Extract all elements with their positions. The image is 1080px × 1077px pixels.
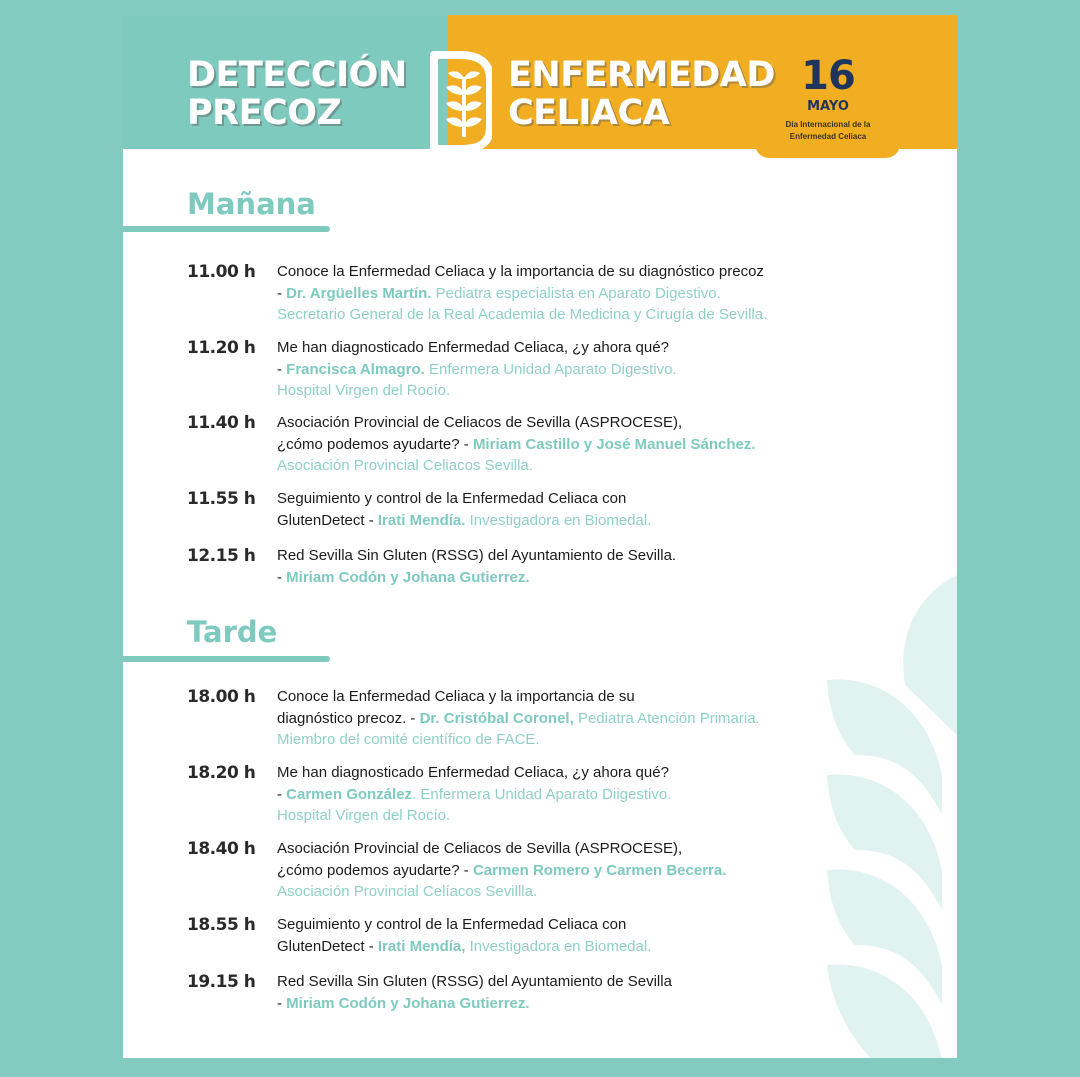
entry-prefix: ¿cómo podemos ayudarte? - xyxy=(277,435,473,453)
entry-affiliation: Miembro del comité científico de FACE. xyxy=(277,731,540,748)
entry-speaker: Carmen González xyxy=(286,785,413,803)
entry-description xyxy=(277,412,756,477)
schedule-entry xyxy=(187,337,887,402)
entry-role: Enfermera Unidad Aparato Digestivo. xyxy=(424,360,677,378)
entry-description xyxy=(277,545,676,588)
entry-speaker: Dr. Argüelles Martín. xyxy=(286,284,432,302)
entry-speaker: Miriam Codón y Johana Gutierrez. xyxy=(286,568,530,586)
entry-affiliation: Asociación Provincial Celiacos Sevilla. xyxy=(277,457,533,474)
schedule-entry xyxy=(187,545,887,588)
entry-description xyxy=(277,838,726,903)
schedule-entry xyxy=(187,914,887,957)
entry-role: Pediatra especialista en Aparato Digestivo. xyxy=(431,284,721,302)
entry-description xyxy=(277,914,651,957)
entry-speaker-line xyxy=(277,359,677,381)
date-desc-line1: Día Internacional de la xyxy=(785,120,871,129)
entry-topic: Conoce la Enfermedad Celiaca y la importancia de su diagnóstico precoz xyxy=(277,263,764,280)
entry-time: 19.15 h xyxy=(187,972,256,992)
section-title-tarde: Tarde xyxy=(187,615,278,649)
entry-prefix: - xyxy=(277,284,287,302)
entry-time: 11.55 h xyxy=(187,489,256,509)
date-description xyxy=(763,119,893,143)
entry-prefix: - xyxy=(277,994,287,1012)
entry-prefix: diagnóstico precoz. - xyxy=(277,709,420,727)
title-deteccion-precoz xyxy=(187,56,407,132)
entry-time: 18.00 h xyxy=(187,687,256,707)
entry-description xyxy=(277,261,767,326)
entry-affiliation: Secretario General de la Real Academia de Medicina y Cirugía de Sevilla. xyxy=(277,306,768,323)
entry-prefix: - xyxy=(277,568,287,586)
entry-speaker-line xyxy=(277,567,676,589)
entry-topic: Me han diagnosticado Enfermedad Celiaca, ¿y ahora qué? xyxy=(277,339,669,356)
entry-speaker: Irati Mendía, xyxy=(377,937,466,955)
entry-speaker-line xyxy=(277,708,760,730)
entry-topic: Asociación Provincial de Celiacos de Sevilla (ASPROCESE), xyxy=(277,840,683,857)
entry-prefix: ¿cómo podemos ayudarte? - xyxy=(277,861,473,879)
entry-time: 18.20 h xyxy=(187,763,256,783)
entry-affiliation: Hospital Virgen del Rocío. xyxy=(277,382,451,399)
entry-speaker: Dr. Cristóbal Coronel, xyxy=(419,709,574,727)
program-card xyxy=(123,15,957,1058)
entry-prefix: - xyxy=(277,360,287,378)
date-desc-line2: Enfermedad Celiaca xyxy=(789,132,867,141)
schedule-entry xyxy=(187,412,887,477)
entry-topic: Red Sevilla Sin Gluten (RSSG) del Ayuntamiento de Sevilla. xyxy=(277,547,677,564)
entry-role: Investigadora en Biomedal. xyxy=(465,937,652,955)
schedule-entry xyxy=(187,261,887,326)
date-month: MAYO xyxy=(807,99,849,114)
entry-description xyxy=(277,971,672,1014)
entry-role: Pediatra Atención Primaria. xyxy=(573,709,760,727)
entry-role: Investigadora en Biomedal. xyxy=(465,511,652,529)
section-divider-tarde xyxy=(123,656,330,662)
entry-speaker-line xyxy=(277,936,651,958)
entry-topic: Seguimiento y control de la Enfermedad Celiaca con xyxy=(277,916,627,933)
section-divider-manana xyxy=(123,226,330,232)
entry-topic: Red Sevilla Sin Gluten (RSSG) del Ayuntamiento de Sevilla xyxy=(277,973,672,990)
entry-speaker: Francisca Almagro. xyxy=(286,360,425,378)
title-enfermedad-celiaca xyxy=(508,56,775,132)
wheat-d-logo-icon xyxy=(430,51,492,153)
entry-topic: Asociación Provincial de Celiacos de Sevilla (ASPROCESE), xyxy=(277,414,683,431)
entry-speaker-line xyxy=(277,784,671,806)
entry-speaker-line xyxy=(277,283,767,305)
entry-speaker: Miriam Castillo y José Manuel Sánchez. xyxy=(472,435,756,453)
entry-speaker-line xyxy=(277,860,726,882)
schedule-entry xyxy=(187,686,887,751)
entry-affiliation: Asociación Provincial Celíacos Sevillla. xyxy=(277,883,538,900)
schedule-entry xyxy=(187,762,887,827)
title-left-line1: DETECCIÓN xyxy=(187,55,407,95)
entry-description xyxy=(277,686,760,751)
entry-prefix: GlutenDetect - xyxy=(277,937,378,955)
entry-speaker-line xyxy=(277,510,651,532)
entry-description xyxy=(277,488,651,531)
entry-description xyxy=(277,337,677,402)
date-day: 16 xyxy=(801,53,855,99)
entry-affiliation: Hospital Virgen del Rocío. xyxy=(277,807,451,824)
title-right-line1: ENFERMEDAD xyxy=(508,55,775,95)
entry-speaker-line xyxy=(277,434,756,456)
entry-role: . Enfermera Unidad Aparato Diigestivo. xyxy=(412,785,672,803)
title-right-line2: CELIACA xyxy=(508,93,670,133)
entry-time: 11.00 h xyxy=(187,262,256,282)
entry-speaker-line xyxy=(277,993,672,1015)
entry-time: 11.40 h xyxy=(187,413,256,433)
entry-time: 12.15 h xyxy=(187,546,256,566)
event-date xyxy=(763,55,893,143)
title-left-line2: PRECOZ xyxy=(187,93,342,133)
entry-prefix: GlutenDetect - xyxy=(277,511,378,529)
entry-topic: Conoce la Enfermedad Celiaca y la importancia de su xyxy=(277,688,635,705)
entry-time: 18.40 h xyxy=(187,839,256,859)
entry-speaker: Carmen Romero y Carmen Becerra. xyxy=(472,861,727,879)
entry-speaker: Irati Mendía. xyxy=(377,511,466,529)
entry-description xyxy=(277,762,671,827)
entry-time: 11.20 h xyxy=(187,338,256,358)
entry-speaker: Miriam Codón y Johana Gutierrez. xyxy=(286,994,530,1012)
schedule-entry xyxy=(187,971,887,1014)
entry-prefix: - xyxy=(277,785,287,803)
entry-topic: Me han diagnosticado Enfermedad Celiaca, ¿y ahora qué? xyxy=(277,764,669,781)
schedule-entry xyxy=(187,838,887,903)
entry-topic: Seguimiento y control de la Enfermedad Celiaca con xyxy=(277,490,627,507)
schedule-entry xyxy=(187,488,887,531)
entry-time: 18.55 h xyxy=(187,915,256,935)
section-title-manana: Mañana xyxy=(187,187,316,221)
